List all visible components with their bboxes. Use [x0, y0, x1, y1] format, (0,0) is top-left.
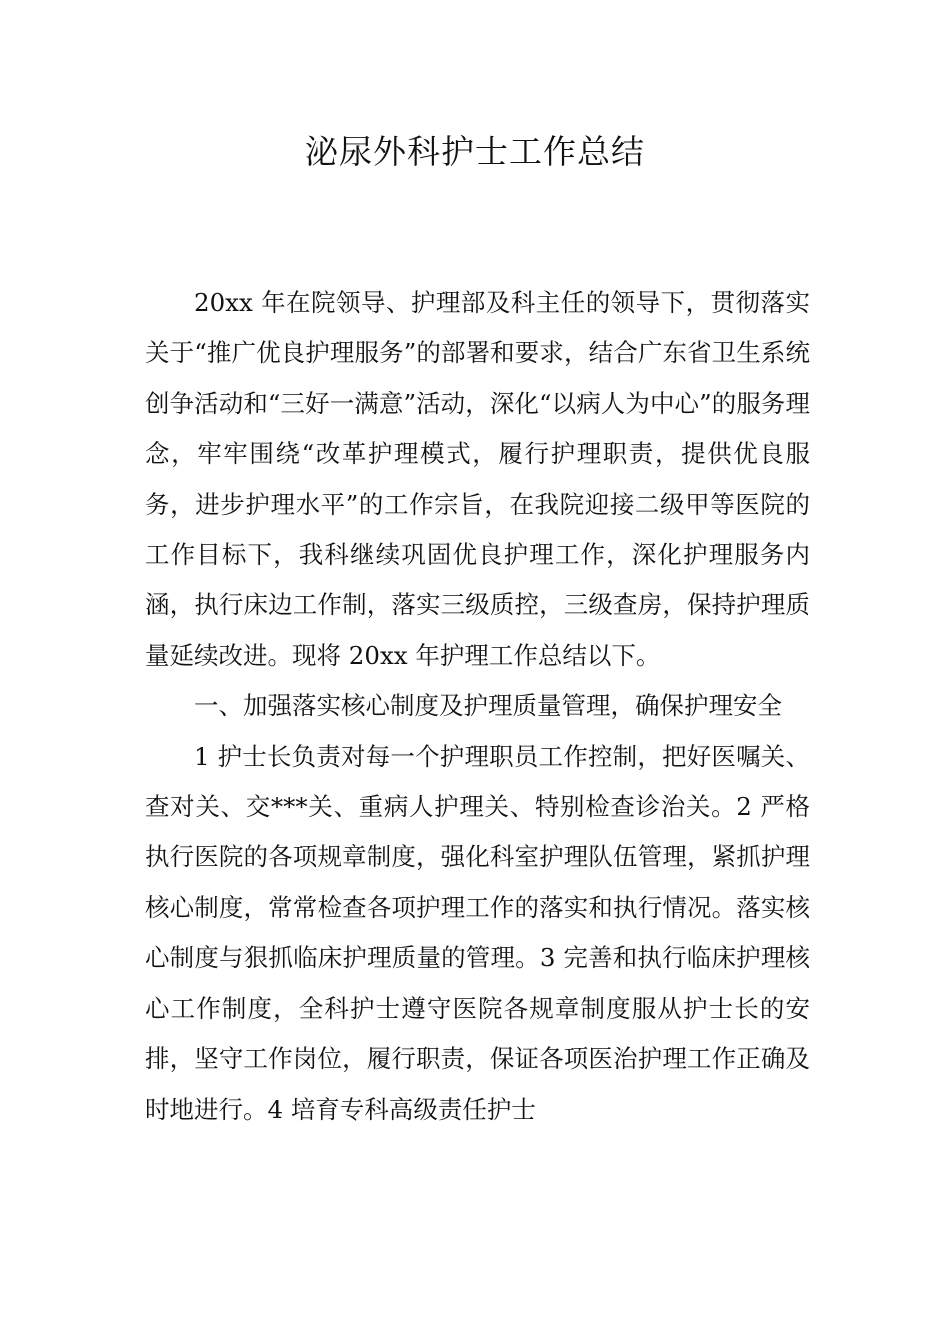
section-heading-1: 一、加强落实核心制度及护理质量管理，确保护理安全	[194, 691, 782, 721]
document-body	[145, 278, 810, 1135]
paragraph-intro: 20xx 年在院领导、护理部及科主任的领导下，贯彻落实关于“推广优良护理服务”的部署和要求，结合广东省卫生系统创争活动和“三好一满意”活动，深化“以病人为中心”的服务理念，牢牢围绕“改革护理模式，履行护理职责，提供优良服务，进步护理水平”的工作宗旨，在我院迎接二级甲等医院的工作目标下，我科继续巩固优良护理工作，深化护理服务内涵，执行床边工作制，落实三级质控，三级查房，保持护理质量延续改进。现将 20xx 年护理工作总结以下。	[145, 288, 810, 670]
document-title: 泌尿外科护士工作总结	[305, 132, 645, 171]
paragraph-section-1: 1 护士长负责对每一个护理职员工作控制，把好医嘱关、查对关、交***关、重病人护理关、特别检查诊治关。2 严格执行医院的各项规章制度，强化科室护理队伍管理，紧抓护理核心制度，常常检查各项护理工作的落实和执行情况。落实核心制度与狠抓临床护理质量的管理。3 完善和执行临床护理核心工作制度，全科护士遵守医院各规章制度服从护士长的安排，坚守工作岗位，履行职责，保证各项医治护理工作正确及时地进行。4 培育专科高级责任护士	[145, 741, 810, 1124]
